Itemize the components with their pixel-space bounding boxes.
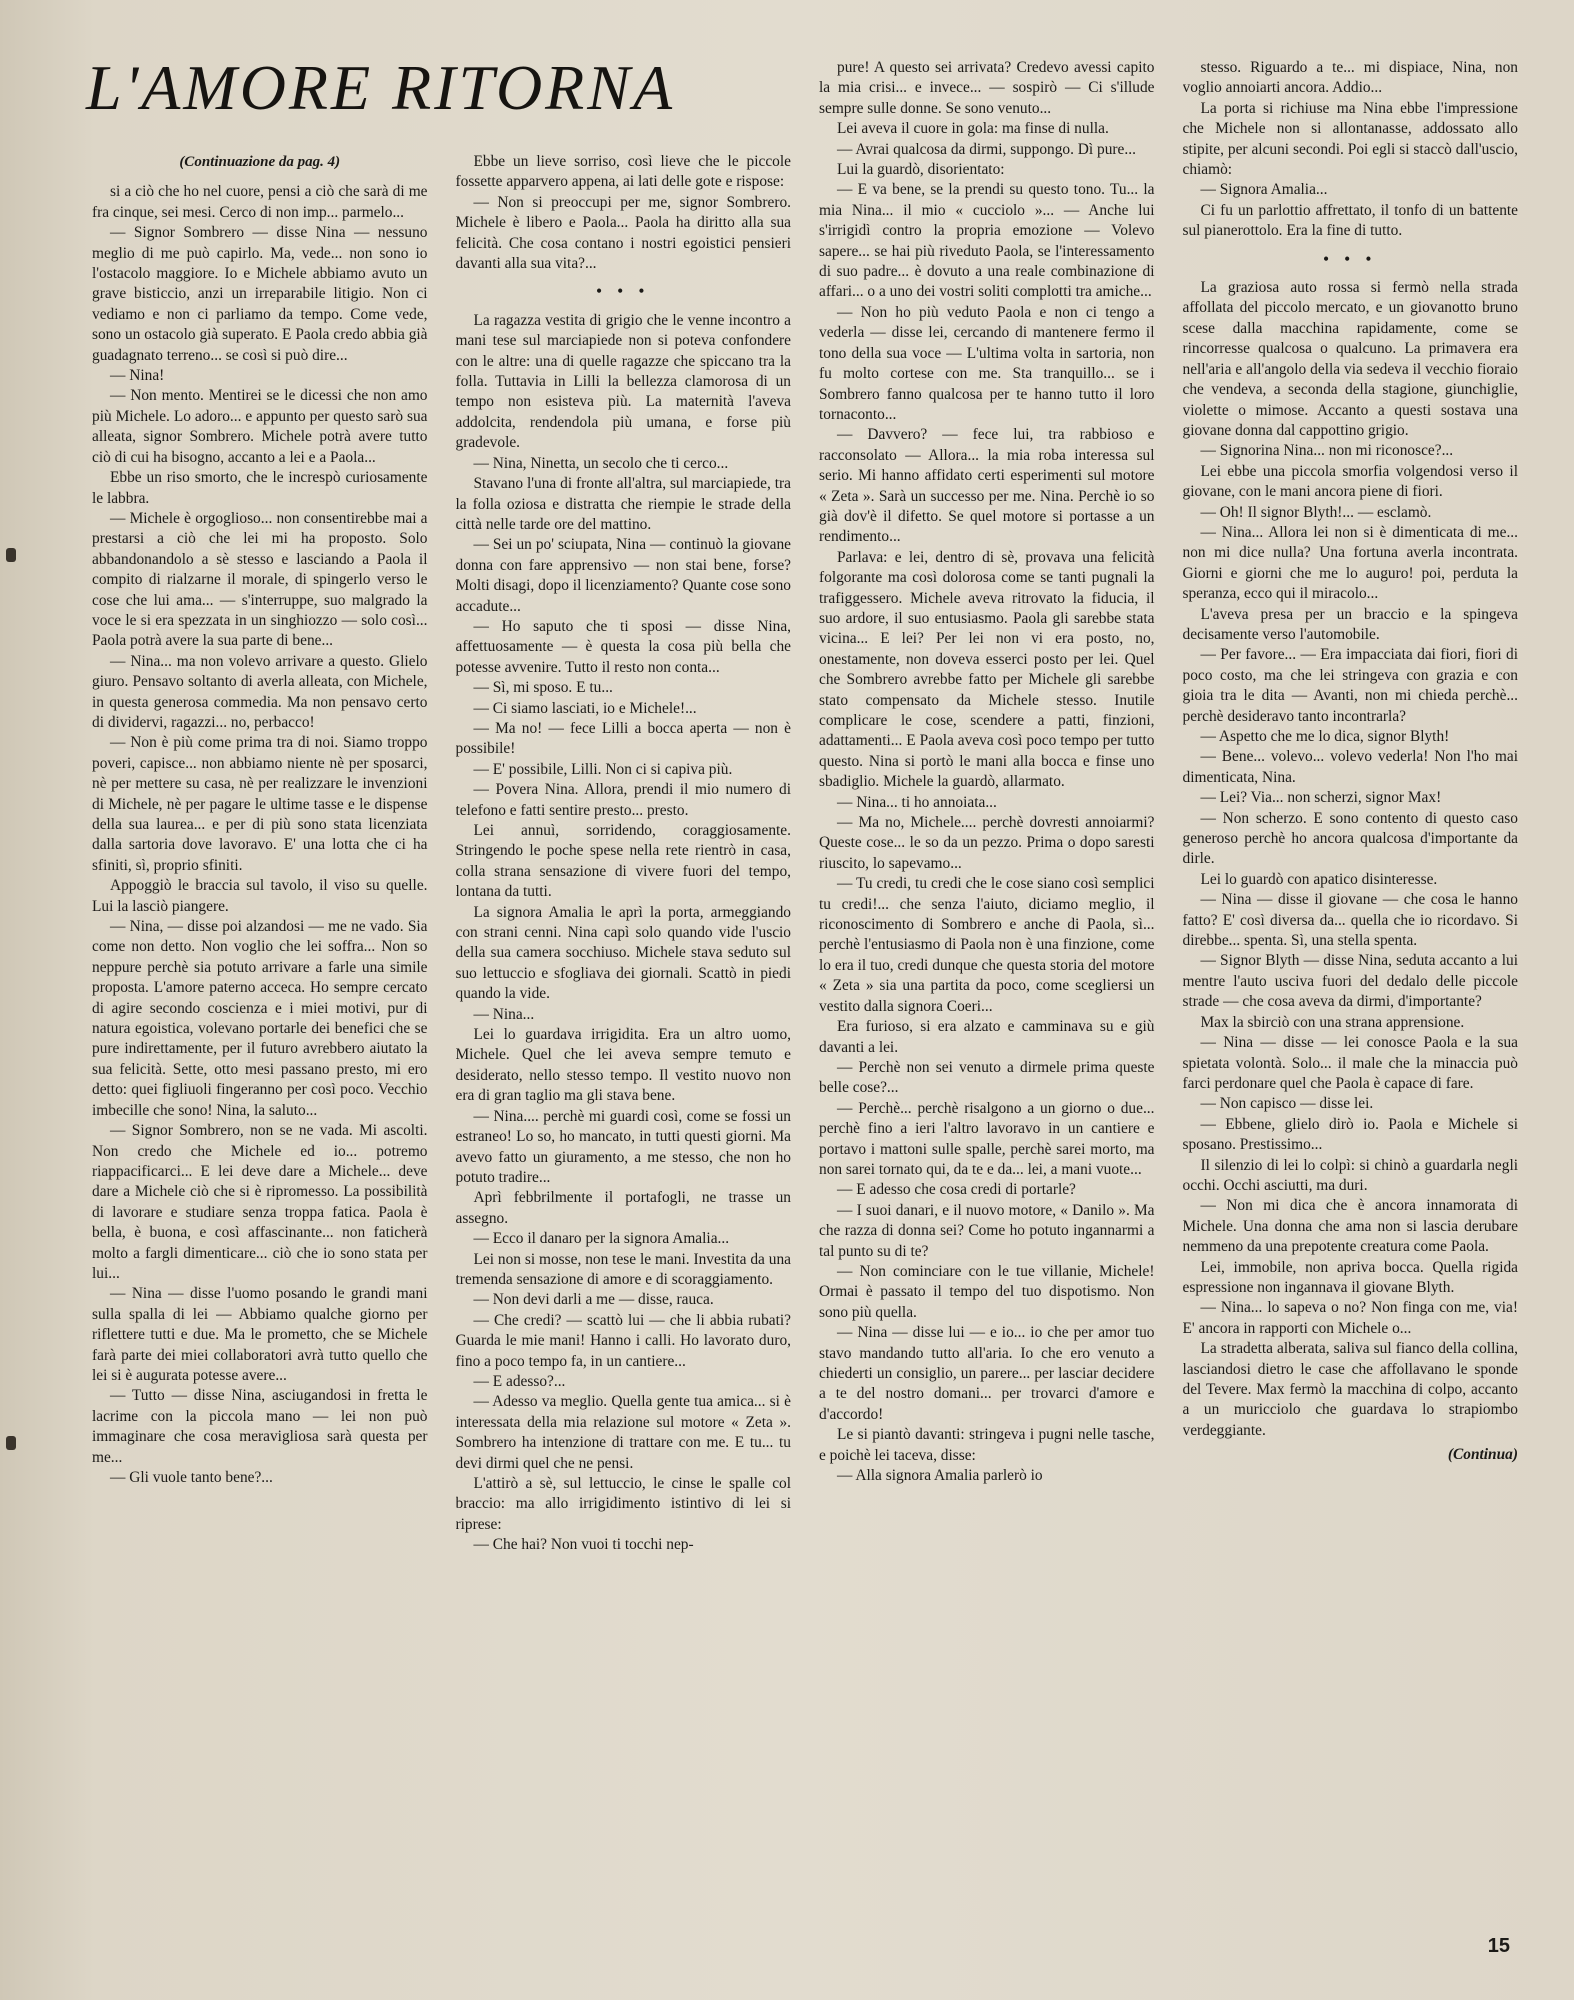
paragraph: Lei annuì, sorridendo, coraggiosamente. Stringendo le poche spese nella rete rientrò in casa, colla strana sensazione di vivere fuori del tempo, lontana da tutti. [455, 822, 791, 901]
paragraph: La signora Amalia le aprì la porta, armeggiando con strani cenni. Nina capì solo quando vide l'uscio della sua camera socchiuso. Michele stava seduto sul suo lettuccio e sfogliava dei giornali. Scattò in piedi quando la vide. [455, 903, 791, 1003]
paragraph: L'aveva presa per un braccio e la spingeva decisamente verso l'automobile. [1182, 605, 1518, 643]
paragraph: — Signorina Nina... non mi riconosce?... [1200, 442, 1454, 460]
paragraph: — Che hai? Non vuoi ti tocchi nep- [473, 1536, 694, 1554]
continuation-note: (Continuazione da pag. 4) [179, 154, 341, 170]
paragraph: Lei non si mosse, non tese le mani. Investita da una tremenda sensazione di amore e di scoraggiamento. [455, 1250, 791, 1288]
paragraph: Lei aveva il cuore in gola: ma finse di nulla. [837, 120, 1109, 138]
paragraph: — Sei un po' sciupata, Nina — continuò la giovane donna con fare apprensivo — non stai bene, forse? Molti disagi, dopo il licenziamento? Quante cose sono accadute... [455, 536, 791, 615]
paragraph: — Sì, mi sposo. E tu... [473, 679, 613, 697]
column-1 [92, 58, 428, 1922]
paragraph: — E va bene, se la prendi su questo tono. Tu... la mia Nina... il mio « cucciolo »... — Anche lui s'irrigidì contro la propria emozione — Volevo sapere... se hai più riveduto Paola, se l'interessamento di suo padre... è dovuto a una reale combinazione di affari... o a uno dei vostri soliti complotti tra amiche... [819, 181, 1155, 301]
paragraph: stesso. Riguardo a te... mi dispiace, Nina, non voglio annoiarti ancora. Addio... [1182, 59, 1518, 97]
paragraph: — Nina — disse — lei conosce Paola e la sua spietata volontà. Solo... il male che la minaccia può farci perdonare quel che Paola è capace di fare. [1182, 1034, 1518, 1092]
paragraph: — Non cominciare con le tue villanie, Michele! Ormai è passato il tempo del tuo dispotismo. Non sono più quella. [819, 1262, 1155, 1321]
paragraph: — Perchè... perchè risalgono a un giorno o due... perchè fino a ieri l'altro lavoravo in un cantiere e portavo i mattoni sulle spalle, perchè sarei morto, ma non sarei tornato qui, da te e da... lei, a mani vuote... [819, 1099, 1155, 1178]
paragraph: — Tutto — disse Nina, asciugandosi in fretta le lacrime con la piccola mano — lei non può immaginare che cosa meravigliosa sarà questa per me... [92, 1387, 428, 1466]
column-4 [1183, 58, 1519, 1922]
paragraph: — Alla signora Amalia parlerò io [837, 1467, 1043, 1485]
column-2-text-b [456, 311, 792, 1556]
paragraph: — Non scherzo. E sono contento di questo caso generoso perchè ho ancora qualcosa d'importante da dirle. [1182, 809, 1518, 868]
column-1-text [92, 182, 428, 1488]
paragraph: — E adesso che cosa credi di portarle? [837, 1181, 1076, 1199]
paragraph: — Ma no, Michele.... perchè dovresti annoiarmi? Queste cose... le so da un pezzo. Prima o dopo saresti riuscito, lo sapevamo... [819, 814, 1155, 872]
paragraph: — Non ho più veduto Paola e non ci tengo a vederla — disse lei, cercando di mantenere fermo il tono della sua voce — L'ultima volta in sartoria, non fu molto cortese con me. Sta tranquillo... se i Sombrero fanno qualcosa per te hanno tutto il loro tornaconto... [819, 303, 1155, 423]
paragraph: — Non capisco — disse lei. [1200, 1095, 1374, 1113]
paragraph: — E adesso?... [473, 1372, 566, 1390]
paragraph: — Nina... [473, 1005, 535, 1023]
paragraph: — Signora Amalia... [1200, 181, 1328, 199]
paragraph: Lei lo guardò con apatico disinteresse. [1200, 870, 1438, 888]
paragraph: — Non è più come prima tra di noi. Siamo troppo poveri, capisce... non abbiamo niente nè per sposarci, nè per mettere su casa, nè per realizzare le invenzioni di Michele, nè per pagare le ultime tasse e le dispense della sua laurea... e per di più sono stata licenziata dalla sartoria dove lavoravo. E' una lotta che ci ha sfiniti, sì, proprio sfiniti. [92, 734, 428, 874]
paragraph: — Non si preoccupi per me, signor Sombrero. Michele è libero e Paola... Paola ha diritto alla sua felicità. Che cosa contano i nostri egoistici pensieri davanti alla sua vita?... [455, 193, 791, 273]
binding-mark [6, 548, 16, 562]
paragraph: Parlava: e lei, dentro di sè, provava una felicità folgorante ma così dolorosa come se tanti pugnali la trafiggessero. Michele aveva ritrovato la fiducia, il suo ardore, il suo entusiasmo. Paola gli sarebbe stata vicina... E lei? Per lei non vi era posto, no, onestamente, non doveva esserci posto per lei. Quel che Sombrero avrebbe fatto per Michele gli sarebbe stato compensato da Michele stesso. Inutile complicare le cose, scendere a patti, finzioni, adattamenti... E Paola aveva così poco tempo per tutto questo. Nina si portò le mani alla bocca e finse uno sbadiglio. Michele la guardò, allarmato. [819, 548, 1155, 791]
paragraph: — Non mi dica che è ancora innamorata di Michele. Una donna che ama non si lascia derubare nemmeno da una prepotente creatura come Paola. [1182, 1197, 1518, 1256]
paragraph: — Povera Nina. Allora, prendi il mio numero di telefono e fatti sentire presto... presto. [455, 781, 791, 819]
paragraph: — Nina... lo sapeva o no? Non finga con me, via! E' ancora in rapporti con Michele o... [1182, 1299, 1518, 1337]
paragraph: — Nina.... perchè mi guardi così, come se fossi un estraneo! Lo so, ho mancato, in tutti questi giorni. Ma avevo fatto un giuramento, a me stesso, che non ho potuto tradire... [455, 1107, 791, 1186]
paragraph: — Nina... ti ho annoiata... [837, 793, 997, 811]
text-columns [92, 58, 1518, 1922]
paragraph: La porta si richiuse ma Nina ebbe l'impressione che Michele non si allontanasse, addossato allo stipite, per alcuni secondi. Poi egli si staccò dall'uscio, chiamò: [1182, 99, 1518, 179]
paragraph: — Ho saputo che ti sposi — disse Nina, affettuosamente — è questa la cosa più bella che potesse avvenire. Tutto il resto non conta... [455, 617, 791, 676]
paragraph: — Lei? Via... non scherzi, signor Max! [1200, 789, 1442, 807]
paragraph: — Non mento. Mentirei se le dicessi che non amo più Michele. Lo adoro... e appunto per questo sarò sua alleata, signor Sombrero. Michele potrà avere tutto ciò di cui ha bisogno, accanto a lei e a Paola... [92, 387, 428, 466]
paragraph: Lei ebbe una piccola smorfia volgendosi verso il giovane, con le mani ancora piene di fiori. [1182, 462, 1518, 501]
section-separator: • • • [1323, 250, 1378, 268]
column-2 [456, 58, 792, 1922]
paragraph: Aprì febbrilmente il portafogli, ne trasse un assegno. [455, 1189, 791, 1227]
paragraph: — Avrai qualcosa da dirmi, suppongo. Dì pure... [837, 140, 1136, 158]
paragraph: — Aspetto che me lo dica, signor Blyth! [1200, 728, 1450, 745]
paragraph: La ragazza vestita di grigio che le venne incontro a mani tese sul marciapiede non si poteva confondere con le altre: una di quelle ragazze che spiccano tra la folla. Tuttavia in Lilli la bellezza clamorosa di un tempo non esisteva più. La maternità l'aveva addolcita, rendendola più umana, e forse più gradevole. [455, 311, 791, 452]
paragraph: — I suoi danari, e il nuovo motore, « Danilo ». Ma che razza di donna sei? Come ho potuto ingannarmi a tal punto su di te? [819, 1201, 1155, 1260]
paragraph: — Nina... ma non volevo arrivare a questo. Glielo giuro. Pensavo soltanto di averla alleata, con Michele, in questa generosa commedia. Ma non pensavo certo di dividervi, ragazzi... no, perbacco! [92, 652, 428, 731]
paragraph: — Nina! [110, 367, 165, 385]
paragraph: Era furioso, si era alzato e camminava su e giù davanti a lei. [819, 1018, 1155, 1056]
paragraph: — Nina, Ninetta, un secolo che ti cerco... [473, 454, 729, 472]
paragraph: — Ma no! — fece Lilli a bocca aperta — non è possibile! [455, 719, 791, 758]
paragraph: — Oh! Il signor Blyth!... — esclamò. [1200, 503, 1432, 521]
paragraph: La graziosa auto rossa si fermò nella strada affollata del piccolo mercato, e un giovanotto bruno scese dalla macchina rapidamente, come se rincorresse qualcosa o qualcuno. La primavera era nell'aria e all'angolo della via sedeva il vecchio fioraio che vendeva, a seconda della stagione, giunchiglie, violette o mimose. Accanto a questi sostava una giovane donna dal cappottino grigio. [1182, 279, 1518, 439]
paragraph: Ebbe un riso smorto, che le increspò curiosamente le labbra. [92, 469, 428, 507]
paragraph: — Tu credi, tu credi che le cose siano così semplici tu credi!... che senza l'aiuto, diciamo meglio, il riconoscimento di Sombrero e anche di Paola, sì... perchè l'entusiasmo di Paola non è una finzione, come lo era il tuo, credi dunque che questa storia del motore « Zeta » sia una partita da poco, come scegliersi un vestito dalla signora Coeri... [819, 875, 1155, 1015]
paragraph: Lei, immobile, non apriva bocca. Quella rigida espressione non ingannava il giovane Blyth. [1182, 1258, 1518, 1296]
paragraph: — Signor Blyth — disse Nina, seduta accanto a lui mentre l'auto usciva fuori del dedalo delle piccole strade — che cosa aveva da dirmi, d'importante? [1182, 952, 1518, 1011]
paragraph: Max la sbirciò con una strana apprensione. [1200, 1013, 1465, 1031]
section-separator: • • • [596, 283, 651, 301]
column-4-text-b [1183, 278, 1519, 1441]
paragraph: Lui la guardò, disorientato: [837, 161, 1005, 179]
paragraph: — Bene... volevo... volevo vederla! Non l'ho mai dimenticata, Nina. [1182, 748, 1518, 786]
paragraph: — Nina — disse lui — e io... io che per amor tuo stavo mandando tutto all'aria. Io che ero venuto a chiederti un consiglio, un parere... per lasciar decidere a te del nostro domani... per trovarci d'amore e d'accordo! [819, 1324, 1155, 1423]
continued-note: (Continua) [1447, 1446, 1518, 1464]
paragraph: La stradetta alberata, saliva sul fianco della collina, lasciandosi dietro le case che affollavano le sponde del Tevere. Max fermò la macchina di colpo, accanto a un muricciolo che guardava lo strapiombo verdeggiante. [1182, 1340, 1518, 1439]
paragraph: — Per favore... — Era impacciata dai fiori, fiori di poco costo, ma che lei stringeva con grazia e con gioia tra le dita — Avanti, non mi chieda perchè... perchè desideravo tanto incontrarla? [1182, 646, 1518, 725]
paragraph: — E' possibile, Lilli. Non ci si capiva più. [473, 760, 733, 778]
story-title: L'AMORE RITORNA [86, 52, 676, 123]
paragraph: Le si piantò davanti: stringeva i pugni nelle tasche, e poichè lei taceva, disse: [819, 1426, 1155, 1464]
column-3-text [819, 58, 1155, 1486]
paragraph: Stavano l'una di fronte all'altra, sul marciapiede, tra la folla oziosa e distratta che riempie le strade della città nelle tarde ore del mattino. [455, 475, 791, 533]
paragraph: — Adesso va meglio. Quella gente tua amica... si è interessata della mia relazione sul motore « Zeta ». Sombrero ha intenzione di trattare con me. E tu... tu devi dirmi quel che ne pensi. [455, 1393, 791, 1472]
paragraph: Ebbe un lieve sorriso, così lieve che le piccole fossette apparvero appena, ai lati delle gote e rispose: [455, 153, 791, 191]
paragraph: — Nina — disse il giovane — che cosa le hanno fatto? E' così diversa da... quella che io ricordavo. Si direbbe... spenta. Sì, una stella spenta. [1182, 891, 1518, 950]
page-number: 15 [1487, 1935, 1510, 1957]
paragraph: — Perchè non sei venuto a dirmele prima queste belle cose?... [819, 1058, 1155, 1097]
paragraph: Lei lo guardava irrigidita. Era un altro uomo, Michele. Quel che lei aveva sempre temuto e desiderato, nello stesso tempo. Il vestito nuovo non era di gran taglio ma gli stava bene. [455, 1026, 791, 1105]
paragraph: — Michele è orgoglioso... non consentirebbe mai a prestarsi a ciò che lei mi ha proposto. Solo abbandonandolo a sè stesso e lasciando a Paola il compito di rialzarne il morale, di spingerlo verso le cose che lui ama... — s'interruppe, suo malgrado la voce le si era spezzata in un singhiozzo — solo così... Paola potrà avere la sua parte di bene... [92, 509, 428, 650]
column-3 [819, 58, 1155, 1922]
paragraph: — Signor Sombrero, non se ne vada. Mi ascolti. Non credo che Michele ed io... potremo riappacificarci... E lei deve dare a Michele... deve dare a Michele ciò che si è ripromesso. La possibilità di lavorare e studiare senza troppa fatica. Paola è bella, è buona, e così affascinante... non faticherà molto a fargli dimenticare... ciò che io sono stata per lui... [92, 1122, 428, 1282]
paragraph: — Che credi? — scattò lui — che li abbia rubati? Guarda le mie mani! Hanno i calli. Ho lavorato duro, fino a poco tempo fa, in un cantiere... [455, 1311, 791, 1370]
paragraph: — Signor Sombrero — disse Nina — nessuno meglio di me può capirlo. Ma, vede... non sono io l'ostacolo maggiore. Io e Michele abbiamo avuto un grave bisticcio, anzi un irreparabile litigio. Non ci vediamo e non ci parliamo da tempo. Come vede, sono un ostacolo già superato. E Paola credo abbia già guadagnato terreno... se così si può dire... [92, 224, 428, 364]
paragraph: L'attirò a sè, sul lettuccio, le cinse le spalle col braccio: ma allo irrigidimento istintivo di lei si riprese: [455, 1475, 791, 1533]
paragraph: si a ciò che ho nel cuore, pensi a ciò che sarà di me fra cinque, sei mesi. Cerco di non imp... parmelo... [92, 183, 428, 221]
paragraph: — Non devi darli a me — disse, rauca. [473, 1291, 714, 1309]
paragraph: Il silenzio di lei lo colpì: si chinò a guardarla negli occhi. Occhi asciutti, ma duri. [1182, 1156, 1518, 1194]
paragraph: Ci fu un parlottio affrettato, il tonfo di un battente sul pianerottolo. Era la fine di tutto. [1182, 201, 1518, 240]
paragraph: — Nina — disse l'uomo posando le grandi mani sulla spalla di lei — Abbiamo qualche giorno per riflettere tutti e due. Ma le prometto, che se Michele farà parte dei miei collaboratori avrà tutto quello che lei si è augurata potesse avere... [92, 1285, 428, 1384]
paragraph: — Gli vuole tanto bene?... [110, 1469, 273, 1486]
column-4-text-a [1183, 58, 1519, 242]
paragraph: — Nina, — disse poi alzandosi — me ne vado. Sia come non detto. Non voglio che lei soffra... Non so neppure perchè sia potuto arrivare a farle una simile proposta. L'amore paterno acceca. Ho sempre cercato di agire secondo coscienza e i miei motivi, pur di natura egoistica, volevano portarle dei benefici che se pure indirettamente, per il futuro avrebbero aiutato la sua felicità. Sette, otto mesi passano presto, mi ero detto: quei figliuoli fingeranno per così poco. Vecchio imbecille che sono! Nina, la saluto... [92, 918, 428, 1119]
paragraph: — Davvero? — fece lui, tra rabbioso e racconsolato — Allora... la mia roba interessa sul serio. Mi hanno affidato certi esperimenti sul motore « Zeta ». Sarà un successo per me. Nina. Perchè io so già dov'è il difetto. Se quel motore si portasse a un rendimento... [819, 426, 1155, 546]
column-2-text-a [456, 152, 792, 274]
paragraph: — Ecco il danaro per la signora Amalia... [473, 1230, 730, 1248]
paragraph: — Ci siamo lasciati, io e Michele!... [473, 699, 697, 717]
paragraph: — Nina... Allora lei non si è dimenticata di me... non mi dice nulla? Una fortuna averla incontrata. Giorni e giorni che me lo auguro! poi, perduta la speranza, ecco qui il miracolo... [1182, 523, 1518, 603]
paragraph: pure! A questo sei arrivata? Credevo avessi capito la mia crisi... e invece... — sospirò — Ci s'illude sempre sulle donne. Se sono venuto... [819, 59, 1155, 117]
paragraph: — Ebbene, glielo dirò io. Paola e Michele si sposano. Prestissimo... [1182, 1115, 1518, 1154]
binding-mark [6, 1436, 16, 1450]
paragraph: Appoggiò le braccia sul tavolo, il viso su quelle. Lui la lasciò piangere. [92, 877, 428, 915]
